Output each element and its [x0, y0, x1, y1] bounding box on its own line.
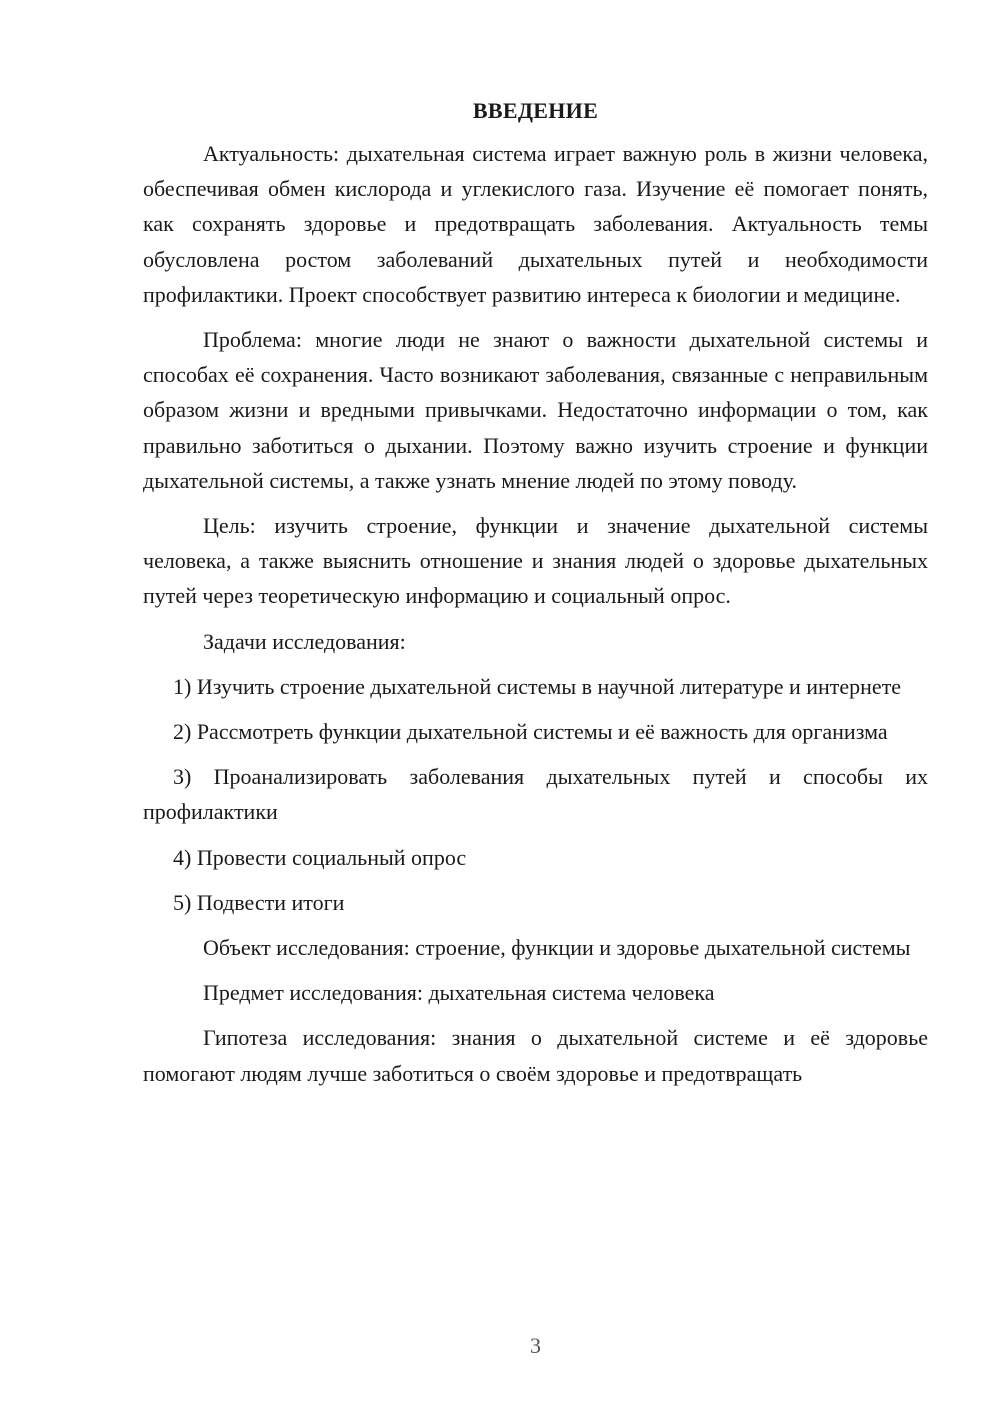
page-title: ВВЕДЕНИЕ — [472, 98, 599, 123]
list-item: 3) Проанализировать заболевания дыхательных путей и способы их профилактики — [143, 764, 928, 825]
list-item: 2) Рассмотреть функции дыхательной системы и её важность для организма — [173, 719, 888, 745]
list-item: 1) Изучить строение дыхательной системы в научной литературе и интернете — [173, 673, 902, 699]
paragraph-goal: Цель: изучить строение, функции и значение дыхательной системы человека, а также выяснить отношение и знания людей о здоровье дыхательных путей через теоретическую информацию и социальный опрос. — [143, 513, 928, 609]
paragraph-subject: Предмет исследования: дыхательная система человека — [203, 980, 715, 1006]
page-content — [143, 94, 928, 1101]
paragraph-hypothesis: Гипотеза исследования: знания о дыхательной системе и её здоровье помогают людям лучше заботиться о своём здоровье и предотвращать — [143, 1025, 928, 1086]
task-list — [143, 669, 928, 920]
list-item: 5) Подвести итоги — [173, 889, 345, 915]
paragraph-tasks-heading: Задачи исследования: — [203, 628, 406, 654]
page-number: 3 — [530, 1333, 541, 1358]
list-item: 4) Провести социальный опрос — [173, 844, 467, 870]
paragraph-relevance: Актуальность: дыхательная система играет важную роль в жизни человека, обеспечивая обмен кислорода и углекислого газа. Изучение её помогает понять, как сохранять здоровье и предотвращать заболевания. Актуальность темы обусловлена ростом заболеваний дыхательных путей и необходимости профилактики. Проект способствует развитию интереса к биологии и медицине. — [143, 141, 928, 307]
paragraph-problem: Проблема: многие люди не знают о важности дыхательной системы и способах её сохранения. Часто возникают заболевания, связанные с неправильным образом жизни и вредными привычками. Недостаточно информации о том, как правильно заботиться о дыхании. Поэтому важно изучить строение и функции дыхательной системы, а также узнать мнение людей по этому поводу. — [143, 327, 928, 493]
paragraph-object: Объект исследования: строение, функции и здоровье дыхательной системы — [203, 935, 911, 961]
